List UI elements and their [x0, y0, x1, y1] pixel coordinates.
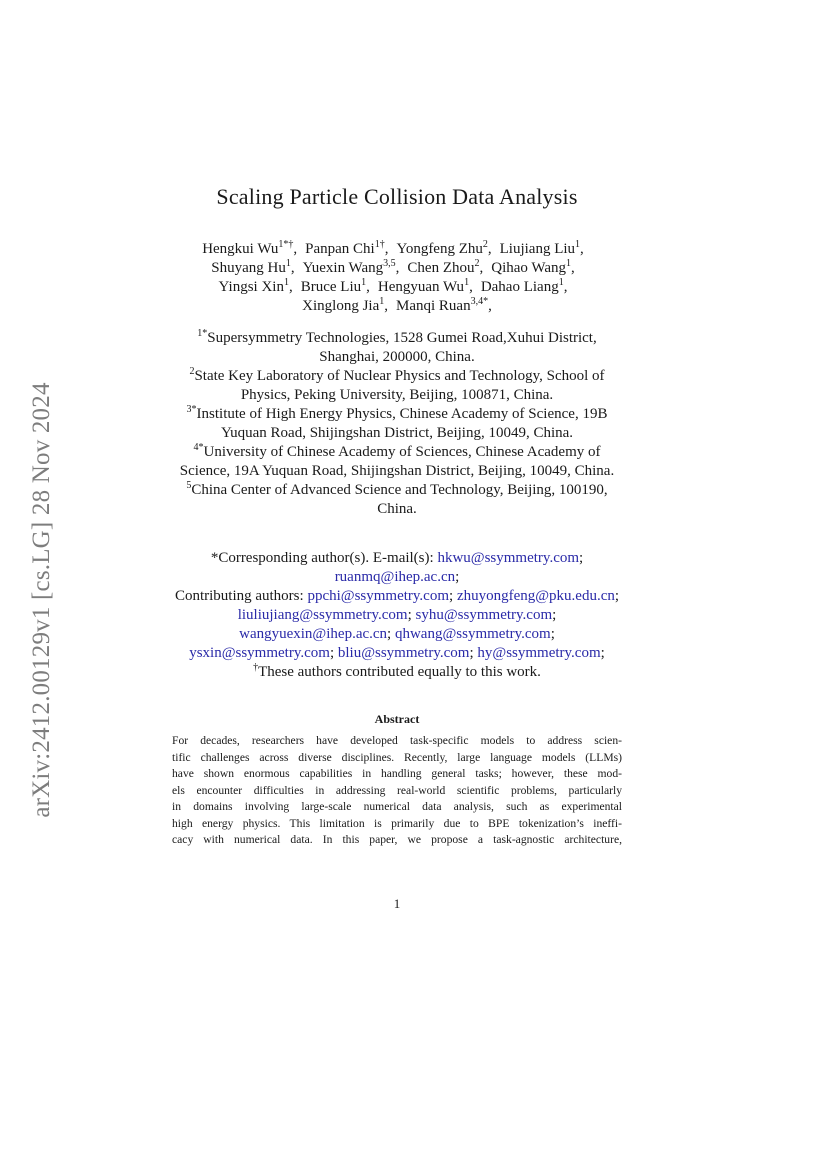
author-affiliation-mark: 1	[283, 277, 289, 288]
author	[301, 279, 366, 295]
author-line: Hengkui $Wu^{1*\dagger}$, Panpan Chi$^{1\dagger}$, Yongfeng Zhu$^2$, Liujiang Liu$^1$,	[202, 239, 584, 257]
corresponding-line-2: ruanmq@ihep.ac.cn;	[334, 569, 460, 585]
author-name: Yuexin Wang	[302, 260, 384, 276]
author-name: Xinglong Jia	[302, 298, 380, 314]
author-name: Dahao Liang	[480, 279, 559, 295]
email-link[interactable]: syhu@ssymmetry.com	[415, 607, 553, 623]
affiliation-line	[150, 348, 644, 367]
affiliation-mark: 2	[189, 366, 195, 377]
affiliation	[150, 329, 644, 367]
author	[202, 241, 293, 257]
affiliation-text: Shanghai, 200000, China.	[319, 349, 475, 365]
affiliation-line	[150, 462, 644, 481]
affiliation	[150, 405, 644, 443]
author-affiliation-mark: 2	[482, 239, 488, 250]
author-name: Hengkui Wu	[202, 241, 279, 257]
affiliation-text: Supersymmetry Technologies, 1528 Gumei Road,Xuhui District,	[207, 330, 597, 346]
email-link[interactable]: liuliujiang@ssymmetry.com	[237, 607, 408, 623]
abstract-line: high energy physics. This limitation is primarily due to BPE tokenization’s ineffi-	[172, 816, 622, 830]
equal-contribution-note	[150, 663, 644, 682]
arxiv-identifier-text: arXiv:2412.00129v1 [cs.LG] 28 Nov 2024	[28, 382, 55, 818]
email-link[interactable]: hkwu@ssymmetry.com	[437, 550, 580, 566]
author-affiliation-mark: 1	[374, 239, 380, 250]
affiliation-list	[150, 329, 644, 519]
abstract-body	[172, 733, 622, 849]
abstract-line: in domains involving large-scale numerical data analysis, such as experimental	[172, 800, 622, 813]
author-affiliation-mark: 1	[566, 258, 572, 269]
author-line: Yingsi Xin$^1$, Bruce Liu$^1$, Hengyuan Wu$^1$, Dahao Liang$^1$,	[218, 277, 568, 295]
author-affiliation-mark: 3,5	[383, 258, 396, 269]
author	[407, 260, 479, 276]
author-affiliation-mark: 1	[285, 258, 291, 269]
affiliation-text: State Key Laboratory of Nuclear Physics and Technology, School of	[194, 368, 605, 384]
equal-contribution-text: These authors contributed equally to this work.	[258, 664, 541, 680]
author	[500, 241, 580, 257]
author	[219, 279, 289, 295]
email-link[interactable]: zhuyongfeng@pku.edu.cn	[456, 588, 615, 604]
affiliation-mark: 3*	[186, 404, 197, 415]
author-name: Liujiang Liu	[499, 241, 576, 257]
author	[491, 260, 571, 276]
author-name: Chen Zhou	[407, 260, 475, 276]
email-link[interactable]: hy@ssymmetry.com	[477, 645, 601, 661]
email-link[interactable]: qhwang@ssymmetry.com	[394, 626, 551, 642]
affiliation-line	[150, 424, 644, 443]
abstract-line: els encounter difficulties in addressing real-world scientific problems, particularly	[172, 783, 622, 797]
author	[211, 260, 291, 276]
affiliation-mark: 4*	[193, 442, 204, 453]
abstract-line: cacy with numerical data. In this paper, we propose a task-agnostic architecture,	[172, 833, 622, 846]
affiliation-text: Yuquan Road, Shijingshan District, Beijing, 10049, China.	[220, 425, 574, 441]
corresponding-label: *Corresponding author(s). E-mail(s):	[210, 550, 434, 566]
affiliation-line	[150, 367, 644, 386]
author-affiliation-mark: 1	[361, 277, 367, 288]
author-affiliation-mark: 2	[474, 258, 480, 269]
affiliation-line	[150, 405, 644, 424]
author	[396, 241, 487, 257]
author-affiliation-mark: 1	[558, 277, 564, 288]
affiliation-text: China Center of Advanced Science and Technology, Beijing, 100190,	[191, 482, 608, 498]
email-link[interactable]: bliu@ssymmetry.com	[337, 645, 470, 661]
author-name: Panpan Chi	[305, 241, 375, 257]
author-line: Xinglong Jia$^1$, Manqi Ruan$^{3,4*}$,	[302, 296, 492, 314]
author-affiliation-mark: 1	[464, 277, 470, 288]
email-link[interactable]: ruanmq@ihep.ac.cn	[334, 569, 456, 585]
author	[396, 298, 488, 314]
affiliation-line	[150, 329, 644, 348]
author-name: Yongfeng Zhu	[396, 241, 483, 257]
author	[305, 241, 385, 257]
abstract-heading: Abstract	[374, 712, 420, 726]
abstract-line: have shown enormous capabilities in handling general tasks; however, these mod-	[172, 767, 622, 780]
author-affiliation-mark: 1	[575, 239, 581, 250]
affiliation-mark: 1*	[197, 328, 208, 339]
affiliation-text: Physics, Peking University, Beijing, 100871, China.	[240, 387, 554, 403]
paper-title: Scaling Particle Collision Data Analysis	[216, 184, 578, 209]
abstract-line: For decades, researchers have developed task-specific models to address scien-	[172, 734, 622, 747]
author-name: Manqi Ruan	[396, 298, 471, 314]
dagger-mark: †	[253, 662, 259, 673]
contributing-line-2: liuliujiang@ssymmetry.com; syhu@ssymmetry.com;	[237, 607, 557, 623]
affiliation-text: China.	[377, 501, 417, 517]
author-affiliation-mark: 1	[379, 296, 385, 307]
author-name: Yingsi Xin	[218, 279, 284, 295]
email-link[interactable]: wangyuexin@ihep.ac.cn	[239, 626, 388, 642]
contributing-label: Contributing authors:	[174, 588, 304, 604]
affiliation-line	[150, 386, 644, 405]
email-link[interactable]: ysxin@ssymmetry.com	[189, 645, 330, 661]
email-link[interactable]: ppchi@ssymmetry.com	[307, 588, 450, 604]
page-number: 1	[393, 896, 401, 911]
author-affiliation-mark: 1*	[278, 239, 289, 250]
author-name: Shuyang Hu	[211, 260, 286, 276]
contributing-line-4: ysxin@ssymmetry.com; bliu@ssymmetry.com; hy@ssymmetry.com;	[189, 645, 605, 661]
abstract-line: tific challenges across diverse disciplines. Recently, large language models (LLMs)	[172, 750, 622, 764]
correspondence-block	[150, 549, 644, 682]
affiliation-text: Institute of High Energy Physics, Chinese Academy of Science, 19B	[196, 406, 608, 422]
contributing-line-1: Contributing authors: ppchi@ssymmetry.com; zhuyongfeng@pku.edu.cn;	[174, 588, 620, 604]
dagger-mark: †	[288, 239, 294, 250]
corresponding-line-1: *Corresponding author(s). E-mail(s): hkwu@ssymmetry.com;	[210, 550, 584, 566]
author-name: Bruce Liu	[300, 279, 362, 295]
author	[303, 260, 396, 276]
affiliation-line	[150, 481, 644, 500]
affiliation-mark: 5	[186, 480, 192, 491]
author-name: Hengyuan Wu	[377, 279, 465, 295]
author	[302, 298, 384, 314]
affiliation-text: University of Chinese Academy of Sciences, Chinese Academy of	[203, 444, 601, 460]
contributing-line-3: wangyuexin@ihep.ac.cn; qhwang@ssymmetry.com;	[239, 626, 555, 642]
author-name: Qihao Wang	[491, 260, 567, 276]
affiliation	[150, 481, 644, 519]
author	[378, 279, 469, 295]
dagger-mark: †	[379, 239, 385, 250]
author-list	[150, 240, 644, 316]
affiliation-text: Science, 19A Yuquan Road, Shijingshan District, Beijing, 10049, China.	[179, 463, 615, 479]
affiliation	[150, 367, 644, 405]
affiliation-line	[150, 500, 644, 519]
affiliation-line	[150, 443, 644, 462]
author-affiliation-mark: 3,4*	[470, 296, 489, 307]
author	[481, 279, 564, 295]
author-line: Shuyang Hu$^1$, Yuexin Wang$^{3,5}$, Chen Zhou$^2$, Qihao Wang$^1$,	[211, 258, 575, 276]
affiliation	[150, 443, 644, 481]
